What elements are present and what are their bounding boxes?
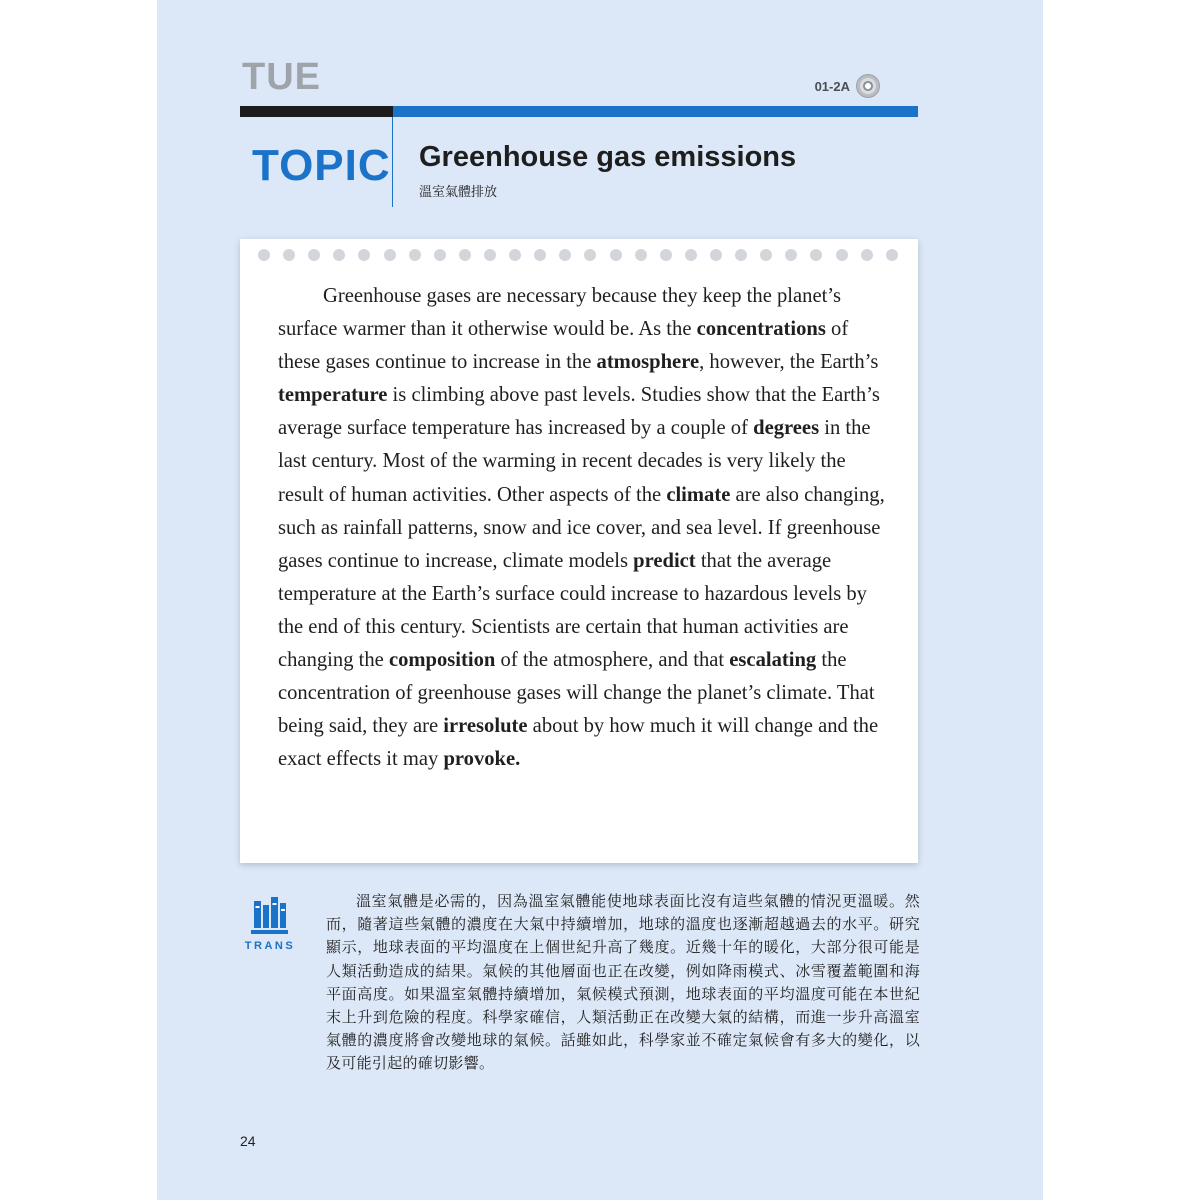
binder-ring [459, 249, 471, 261]
passage-text: of these gases continue to increase in the [278, 318, 849, 374]
topic-title: Greenhouse gas emissions [419, 141, 797, 173]
binder-ring [760, 249, 772, 261]
passage-text: are also changing, such as rainfall patterns, snow and ice cover, and sea level. If greenhouse gases continue to increase, climate models [278, 483, 885, 572]
binder-ring [333, 249, 345, 261]
binder-ring [484, 249, 496, 261]
vocab-keyword: composition [388, 649, 496, 672]
binder-ring [509, 249, 521, 261]
header-rule-black [240, 106, 393, 117]
binder-ring [283, 249, 295, 261]
cd-icon[interactable] [856, 74, 880, 98]
binder-ring [584, 249, 596, 261]
passage-text: , however, the Earth’s [699, 351, 879, 374]
binder-ring [384, 249, 396, 261]
notepad-rings [258, 249, 898, 263]
binder-ring [735, 249, 747, 261]
audio-track[interactable] [815, 74, 880, 98]
topic-subtitle: 溫室氣體排放 [419, 185, 498, 200]
binder-ring [810, 249, 822, 261]
binder-ring [534, 249, 546, 261]
binder-ring [710, 249, 722, 261]
binder-ring [685, 249, 697, 261]
passage-text: that the average temperature at the Earth’s surface could increase to hazardous levels by the end of this century. Scientists are certain that human activities are changing the [278, 549, 867, 672]
vocab-keyword: degrees [753, 417, 820, 440]
vocab-keyword: atmosphere [596, 351, 700, 374]
track-code: 01-2A [814, 78, 850, 94]
topic-label: TOPIC [252, 141, 391, 190]
binder-ring [660, 249, 672, 261]
translation-text: 溫室氣體是必需的，因為溫室氣體能使地球表面比沒有這些氣體的情況更溫暖。然而，隨著這些氣體的濃度在大氣中持續增加，地球的溫度也逐漸超越過去的水平。研究顯示，地球表面的平均溫度在上個世紀升高了幾度。近幾十年的暖化，大部分很可能是人類活動造成的結果。氣候的其他層面也正在改變，例如降雨模式、冰雪覆蓋範圍和海平面高度。如果溫室氣體持續增加，氣候模式預測，地球表面的平均溫度可能在本世紀末上升到危險的程度。科學家確信，人類活動正在改變大氣的結構，而進一步升高溫室氣體的濃度將會改變地球的氣候。話雖如此，科學家並不確定氣候會有多大的變化，以及可能引起的確切影響。 [326, 892, 920, 1073]
binder-ring [559, 249, 571, 261]
passage-text: Greenhouse gases are necessary because they keep the planet’s surface warmer than it otherwise would be. As the [278, 285, 842, 341]
passage-text: in the last century. Most of the warming in recent decades is very likely the result of human activities. Other aspects of the [278, 417, 871, 506]
vocab-keyword: climate [666, 483, 731, 506]
vocab-keyword: temperature [278, 384, 388, 407]
reading-passage [278, 280, 888, 776]
vocab-keyword: predict [633, 549, 696, 572]
binder-ring [610, 249, 622, 261]
header-rule-blue [393, 106, 918, 117]
vocab-keyword: concentrations [696, 318, 826, 341]
binder-ring [886, 249, 898, 261]
binder-ring [308, 249, 320, 261]
trans-label: TRANS [244, 940, 296, 952]
binder-ring [785, 249, 797, 261]
binder-ring [358, 249, 370, 261]
passage-text: of the atmosphere, and that [495, 649, 730, 672]
vocab-keyword: provoke. [443, 748, 521, 771]
topic-divider [392, 117, 393, 207]
binder-ring [635, 249, 647, 261]
page-number: 24 [240, 1133, 256, 1149]
binder-ring [836, 249, 848, 261]
vocab-keyword: irresolute [443, 715, 528, 738]
binder-ring [434, 249, 446, 261]
binder-ring [409, 249, 421, 261]
reading-notepad [240, 239, 918, 863]
passage-text: the concentration of greenhouse gases will change the planet’s climate. That being said, they are [278, 649, 875, 738]
passage-text: is climbing above past levels. Studies show that the Earth’s average surface temperature has increased by a couple of [278, 384, 880, 440]
passage-text: about by how much it will change and the exact effects it may [278, 715, 879, 771]
binder-ring [861, 249, 873, 261]
vocab-keyword: escalating [729, 649, 817, 672]
binder-ring [258, 249, 270, 261]
day-label: TUE [242, 56, 321, 98]
